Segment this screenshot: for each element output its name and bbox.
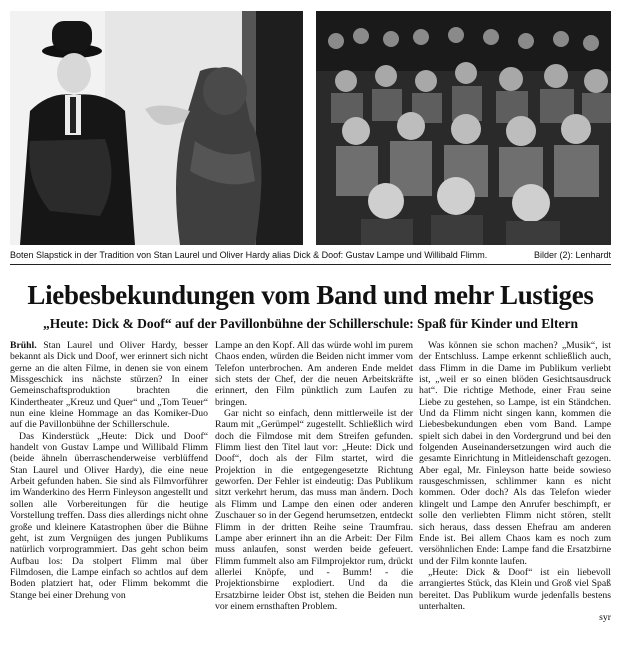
audience-image: [316, 11, 611, 245]
photo-audience: [316, 11, 611, 245]
article-column-2: [215, 340, 413, 612]
article-column-1: [10, 340, 208, 601]
paragraph-text: Stan Laurel und Oliver Hardy, besser bekannt als Dick und Doof, wer erinnert sich nicht gerne an die alten Filme, in denen sie von einem Missgeschick ins nächste stürzen? In einer Gemeinschaftsproduktion brachten die Kindertheater „Kreuz und Quer“ und „Tom Teuer“ nun eine kleine Hommage an das Komiker-Duo auf die Pavillonbühne der Schillerschule.: [10, 340, 208, 431]
article-headline: Liebesbekundungen vom Band und mehr Lustiges: [27, 280, 594, 310]
performers-image: [10, 11, 303, 245]
photo-captions: [10, 248, 611, 262]
photo-caption: Boten Slapstick in der Tradition von Stan Laurel und Oliver Hardy alias Dick & Doof: Gustav Lampe und Willibald Flimm.: [10, 250, 488, 260]
paragraph: Gar nicht so einfach, denn mittlerweile ist der Raum mit „Gerümpel“ zugestellt. Schließlich wird doch die Filmdose mit dem Streifen gefunden. Flimm liest den Titel laut vor: „Heute: Dick und Doof“, doch als der Film startet, wird die Projektion in die entgegengesetzte Richtung geworfen. Der Fehler ist eindeutig: Das Publikum sitzt verkehrt herum, das muss man ändern. Doch als Flimm und Lampe den einen oder anderen Zuschauer so in der Gegend herumsetzen, entdeckt Flimm in der dritten Reihe seine Traumfrau. Lampe aber erinnert ihn an die Arbeit: Der Film muss anlaufen, sonst werden beide gefeuert. Flimm fummelt also am Filmprojektor rum, drückt allerlei Knöpfe, und - Bumm! - die Projektionsbirne explodiert. Und da die Ersatzbirne leider Obst ist, stehen die Beiden nun vor einem ernsthaften Problem.: [215, 408, 413, 612]
photo-performers: [10, 11, 303, 245]
paragraph: Was können sie schon machen? „Musik“, ist der Entschluss. Lampe erkennt schließlich auch, dass Flimm in die Dame im Publikum verliebt ist, „weil er so einen blöden Gesichtsausdruck hat“. Die richtige Methode, einer Frau seine Liebe zu gestehen, so Lampe, ist ein Ständchen. Und da Flimm nicht singen kann, kommen die Liebesbekundungen eben vom Band. Lampe spielt sich dabei in den Vordergrund und bei den folgenden Auseinandersetzungen wird auch die gesamte Einrichtung in Mitleidenschaft gezogen. Aber egal, Mr. Finleyson hatte beide sowieso rausgeschmissen, schlimmer kann es nicht kommen. Oder doch? Als das Telefon wieder klingelt und Lampe den Anrufer beschimpft, er solle den verliebten Flimm nicht stören, stellt sich heraus, dass dessen Ehefrau am anderen Ende ist. Bei allem Chaos kam es noch zum versöhnlichen Ende: Lampe fand die Ersatzbirne und der Film konnte laufen.: [419, 340, 611, 567]
paragraph: Das Kinderstück „Heute: Dick und Doof“ handelt von Gustav Lampe und Willibald Flimm (beide ähneln überraschenderweise verblüffend Stan Laurel und Oliver Hardy), die eine neue Arbeit gefunden haben. Sie sind als Filmvorführer im Wanderkino des Herrn Finleyson angestellt und sollen alle Vorbereitungen für die heutige Vorstellung treffen. Dass dies allerdings nicht ohne große und kleinere Katastrophen über die Bühne geht, ist zum Vergnügen des jungen Publikums natürlich vorprogrammiert. Das geht schon beim Aufbau los: Da stolpert Flimm mal über Filmdosen, die Lampe einfach so achtlos auf dem Boden platziert hat, oder Flimm bekommt die Stange bei einer Drehung von: [10, 430, 208, 601]
paragraph: Lampe an den Kopf. All das würde wohl im purem Chaos enden, würden die Beiden nicht immer vom Telefon unterbrochen. Am anderen Ende meldet sich stets der Chef, der die neuen Arbeitskräfte erinnert, den Film pünktlich zum Laufen zu bringen.: [215, 340, 413, 408]
article-subheadline: „Heute: Dick & Doof“ auf der Pavillonbühne der Schillerschule: Spaß für Kinder und Eltern: [43, 316, 578, 331]
paragraph: [10, 340, 208, 431]
photo-credit: Bilder (2): Lenhardt: [533, 250, 611, 260]
article-column-3: [419, 340, 611, 624]
dateline: Brühl.: [10, 340, 37, 351]
paragraph: „Heute: Dick & Doof“ ist ein liebevoll arrangiertes Stück, das Klein und Groß viel Spaß bereitet. Das Publikum wurde jedenfalls bestens unterhalten.: [419, 566, 611, 612]
author-signature: syr: [599, 612, 611, 624]
top-divider: [10, 264, 611, 265]
